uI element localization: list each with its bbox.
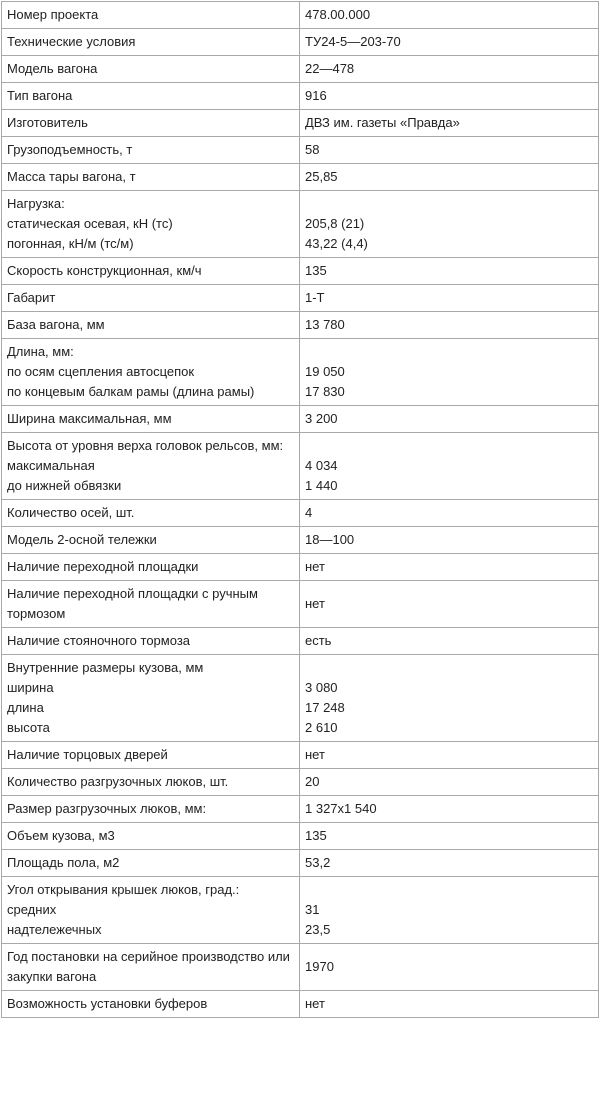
spec-label-cell: Габарит bbox=[2, 285, 300, 312]
spec-label-cell: Нагрузка: статическая осевая, кН (тс) погонная, кН/м (тс/м) bbox=[2, 191, 300, 258]
spec-label-cell: Модель 2-осной тележки bbox=[2, 527, 300, 554]
table-row bbox=[2, 581, 599, 628]
spec-value-cell: 4 034 1 440 bbox=[300, 433, 599, 500]
spec-value-cell: 205,8 (21) 43,22 (4,4) bbox=[300, 191, 599, 258]
spec-label-cell: Год постановки на серийное производство или закупки вагона bbox=[2, 944, 300, 991]
table-row bbox=[2, 339, 599, 406]
spec-label-cell: Номер проекта bbox=[2, 2, 300, 29]
spec-label-cell: Размер разгрузочных люков, мм: bbox=[2, 796, 300, 823]
spec-label-cell: Ширина максимальная, мм bbox=[2, 406, 300, 433]
table-row bbox=[2, 500, 599, 527]
spec-value-cell: есть bbox=[300, 628, 599, 655]
table-row bbox=[2, 823, 599, 850]
spec-table bbox=[1, 1, 599, 1018]
table-row bbox=[2, 769, 599, 796]
spec-value-cell: 1 327х1 540 bbox=[300, 796, 599, 823]
table-row bbox=[2, 312, 599, 339]
spec-value-cell: нет bbox=[300, 554, 599, 581]
table-row bbox=[2, 285, 599, 312]
table-row bbox=[2, 991, 599, 1018]
spec-value-cell: 1970 bbox=[300, 944, 599, 991]
spec-value-cell: нет bbox=[300, 991, 599, 1018]
table-row bbox=[2, 944, 599, 991]
spec-value-cell: ДВЗ им. газеты «Правда» bbox=[300, 110, 599, 137]
spec-label-cell: Длина, мм: по осям сцепления автосцепок по концевым балкам рамы (длина рамы) bbox=[2, 339, 300, 406]
spec-label-cell: Объем кузова, м3 bbox=[2, 823, 300, 850]
spec-value-cell: 25,85 bbox=[300, 164, 599, 191]
table-row bbox=[2, 83, 599, 110]
table-row bbox=[2, 2, 599, 29]
spec-value-cell: 22—478 bbox=[300, 56, 599, 83]
spec-value-cell: 135 bbox=[300, 823, 599, 850]
table-row bbox=[2, 877, 599, 944]
table-row bbox=[2, 406, 599, 433]
spec-label-cell: Технические условия bbox=[2, 29, 300, 56]
table-row bbox=[2, 29, 599, 56]
spec-value-cell: 4 bbox=[300, 500, 599, 527]
spec-value-cell: 53,2 bbox=[300, 850, 599, 877]
table-row bbox=[2, 258, 599, 285]
spec-label-cell: Наличие стояночного тормоза bbox=[2, 628, 300, 655]
table-row bbox=[2, 554, 599, 581]
table-row bbox=[2, 56, 599, 83]
spec-value-cell: 478.00.000 bbox=[300, 2, 599, 29]
spec-label-cell: Количество осей, шт. bbox=[2, 500, 300, 527]
spec-label-cell: Наличие переходной площадки с ручным тормозом bbox=[2, 581, 300, 628]
spec-value-cell: 18—100 bbox=[300, 527, 599, 554]
table-row bbox=[2, 191, 599, 258]
spec-label-cell: Модель вагона bbox=[2, 56, 300, 83]
spec-label-cell: Масса тары вагона, т bbox=[2, 164, 300, 191]
spec-label-cell: База вагона, мм bbox=[2, 312, 300, 339]
spec-value-cell: 3 200 bbox=[300, 406, 599, 433]
table-row bbox=[2, 433, 599, 500]
table-row bbox=[2, 742, 599, 769]
spec-label-cell: Скорость конструкционная, км/ч bbox=[2, 258, 300, 285]
spec-table-body bbox=[2, 2, 599, 1018]
spec-label-cell: Грузоподъемность, т bbox=[2, 137, 300, 164]
table-row bbox=[2, 110, 599, 137]
spec-value-cell: нет bbox=[300, 742, 599, 769]
spec-value-cell: 916 bbox=[300, 83, 599, 110]
spec-label-cell: Изготовитель bbox=[2, 110, 300, 137]
spec-value-cell: 20 bbox=[300, 769, 599, 796]
table-row bbox=[2, 137, 599, 164]
spec-label-cell: Наличие переходной площадки bbox=[2, 554, 300, 581]
table-row bbox=[2, 796, 599, 823]
table-row bbox=[2, 655, 599, 742]
table-row bbox=[2, 164, 599, 191]
spec-value-cell: 58 bbox=[300, 137, 599, 164]
spec-value-cell: 13 780 bbox=[300, 312, 599, 339]
spec-value-cell: 31 23,5 bbox=[300, 877, 599, 944]
spec-label-cell: Высота от уровня верха головок рельсов, мм: максимальная до нижней обвязки bbox=[2, 433, 300, 500]
table-row bbox=[2, 628, 599, 655]
spec-label-cell: Наличие торцовых дверей bbox=[2, 742, 300, 769]
spec-value-cell: 135 bbox=[300, 258, 599, 285]
spec-value-cell: нет bbox=[300, 581, 599, 628]
spec-label-cell: Количество разгрузочных люков, шт. bbox=[2, 769, 300, 796]
table-row bbox=[2, 527, 599, 554]
spec-value-cell: 3 080 17 248 2 610 bbox=[300, 655, 599, 742]
spec-label-cell: Внутренние размеры кузова, мм ширина длина высота bbox=[2, 655, 300, 742]
spec-label-cell: Возможность установки буферов bbox=[2, 991, 300, 1018]
spec-value-cell: 19 050 17 830 bbox=[300, 339, 599, 406]
spec-label-cell: Тип вагона bbox=[2, 83, 300, 110]
table-row bbox=[2, 850, 599, 877]
spec-value-cell: 1-Т bbox=[300, 285, 599, 312]
spec-label-cell: Угол открывания крышек люков, град.: средних надтележечных bbox=[2, 877, 300, 944]
spec-value-cell: ТУ24-5—203-70 bbox=[300, 29, 599, 56]
spec-label-cell: Площадь пола, м2 bbox=[2, 850, 300, 877]
